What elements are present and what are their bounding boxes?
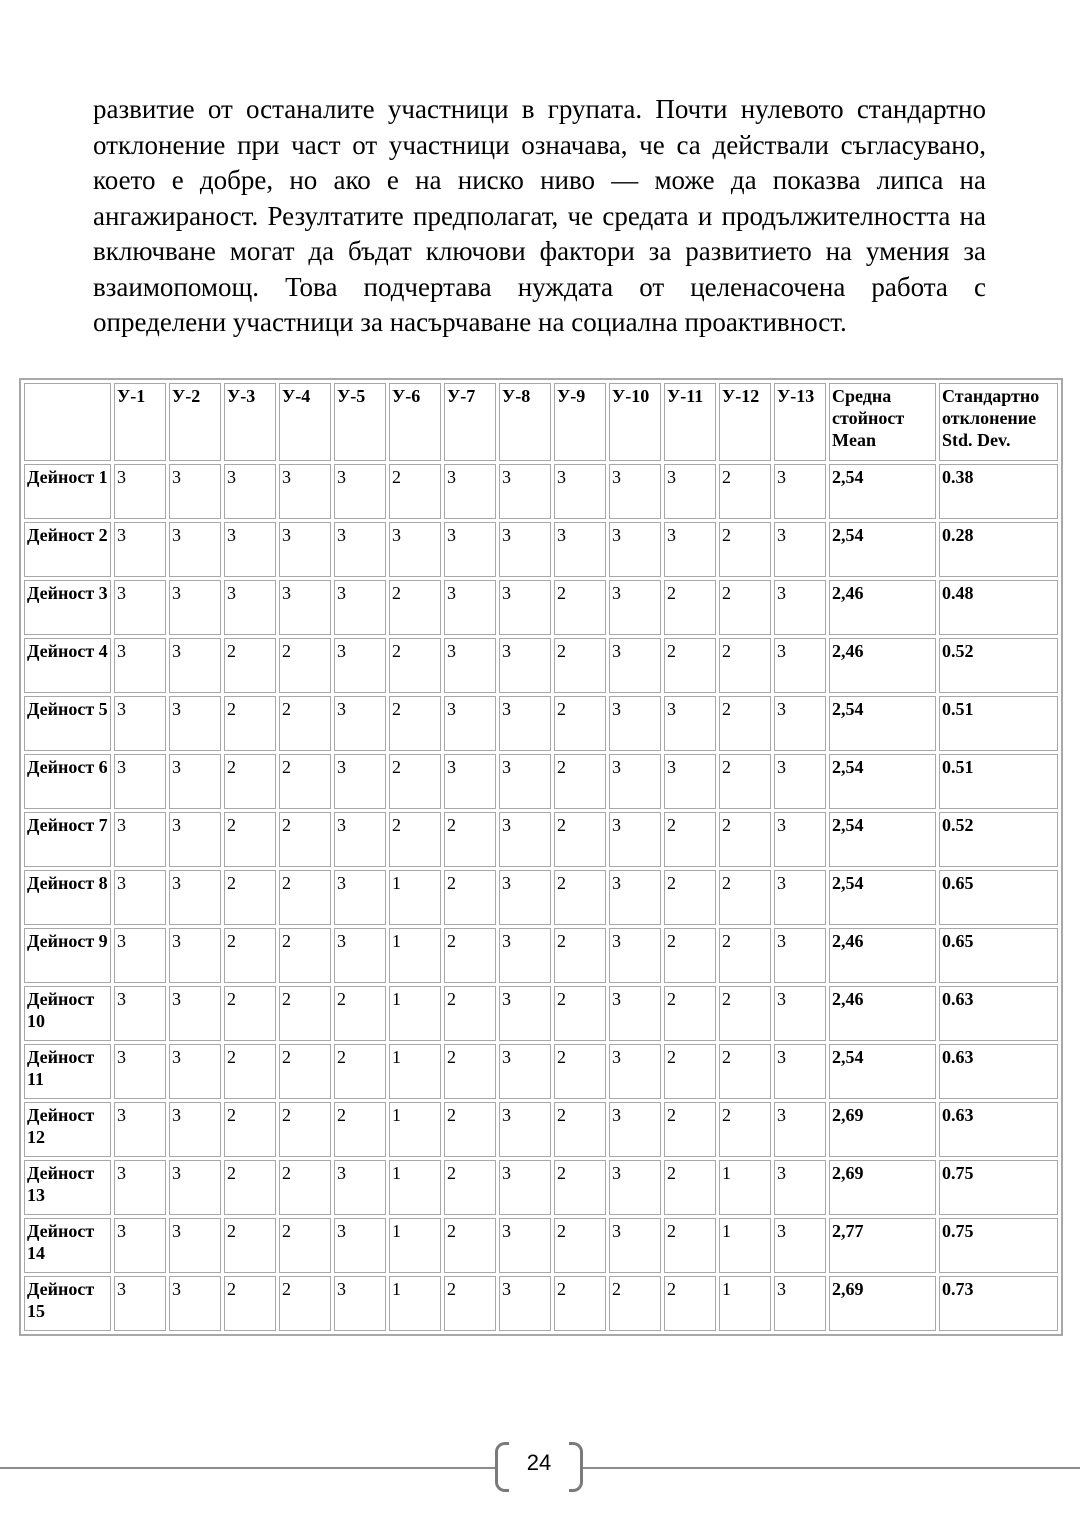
score-cell: 2 [334,1102,386,1157]
score-cell: 3 [114,464,166,519]
score-cell: 2 [224,1044,276,1099]
score-cell: 1 [389,986,441,1041]
table-row [24,638,1058,693]
column-header: У-7 [444,383,496,461]
score-cell: 2 [554,1044,606,1099]
column-header: У-3 [224,383,276,461]
score-cell: 2 [664,580,716,635]
score-cell: 2 [279,1218,331,1273]
score-cell: 3 [334,812,386,867]
footer-rule-right [580,1467,1080,1469]
score-cell: 2 [224,870,276,925]
mean-cell: 2,46 [829,928,936,983]
score-cell: 3 [114,1218,166,1273]
score-cell: 3 [169,986,221,1041]
score-cell: 2 [279,754,331,809]
score-cell: 3 [664,696,716,751]
score-cell: 3 [334,1276,386,1331]
table-row [24,1102,1058,1157]
row-label: Дейност 10 [24,986,111,1041]
mean-cell: 2,46 [829,638,936,693]
score-cell: 3 [114,986,166,1041]
score-cell: 2 [554,1276,606,1331]
score-cell: 2 [389,812,441,867]
score-cell: 2 [279,986,331,1041]
score-cell: 2 [719,870,771,925]
score-cell: 2 [664,1276,716,1331]
score-cell: 2 [554,870,606,925]
score-cell: 2 [719,928,771,983]
score-cell: 2 [389,696,441,751]
score-cell: 3 [609,464,661,519]
row-label: Дейност 11 [24,1044,111,1099]
score-cell: 2 [444,812,496,867]
std-dev-cell: 0.75 [939,1218,1058,1273]
mean-cell: 2,54 [829,754,936,809]
score-cell: 3 [499,1044,551,1099]
score-cell: 3 [169,1276,221,1331]
score-cell: 3 [774,522,826,577]
score-cell: 3 [279,580,331,635]
mean-cell: 2,69 [829,1160,936,1215]
score-cell: 2 [279,1044,331,1099]
score-cell: 3 [609,580,661,635]
score-cell: 2 [554,1218,606,1273]
score-cell: 3 [554,522,606,577]
score-cell: 3 [169,1102,221,1157]
score-cell: 3 [499,1160,551,1215]
score-cell: 2 [444,928,496,983]
score-cell: 2 [279,1160,331,1215]
score-cell: 2 [334,986,386,1041]
score-cell: 3 [499,754,551,809]
score-cell: 3 [774,638,826,693]
score-cell: 3 [444,522,496,577]
score-cell: 3 [114,870,166,925]
row-label: Дейност 14 [24,1218,111,1273]
mean-cell: 2,54 [829,812,936,867]
score-cell: 2 [279,1102,331,1157]
score-cell: 3 [609,522,661,577]
score-cell: 3 [444,638,496,693]
score-cell: 2 [224,638,276,693]
score-cell: 3 [279,464,331,519]
score-cell: 1 [389,1044,441,1099]
score-cell: 2 [224,1160,276,1215]
score-cell: 3 [774,1160,826,1215]
score-cell: 2 [554,1102,606,1157]
score-cell: 2 [224,1218,276,1273]
score-cell: 3 [334,928,386,983]
score-cell: 3 [169,580,221,635]
score-cell: 3 [609,986,661,1041]
score-cell: 3 [609,928,661,983]
mean-cell: 2,54 [829,522,936,577]
score-cell: 2 [664,638,716,693]
std-dev-cell: 0.51 [939,754,1058,809]
table-row [24,1218,1058,1273]
score-cell: 2 [444,1276,496,1331]
std-dev-cell: 0.73 [939,1276,1058,1331]
footer-rule-left [0,1467,497,1469]
std-dev-cell: 0.65 [939,870,1058,925]
activity-scores-table [19,378,1063,1336]
score-cell: 3 [114,754,166,809]
score-cell: 2 [279,870,331,925]
score-cell: 3 [609,1160,661,1215]
score-cell: 3 [114,812,166,867]
std-dev-cell: 0.48 [939,580,1058,635]
score-cell: 3 [499,812,551,867]
score-cell: 2 [719,696,771,751]
score-cell: 2 [279,638,331,693]
score-cell: 3 [169,928,221,983]
score-cell: 1 [389,928,441,983]
score-cell: 3 [609,1218,661,1273]
mean-cell: 2,54 [829,870,936,925]
column-header: Стандартно отклонение Std. Dev. [939,383,1058,461]
score-cell: 1 [719,1276,771,1331]
table-row [24,1276,1058,1331]
score-cell: 2 [664,928,716,983]
row-label: Дейност 3 [24,580,111,635]
score-cell: 2 [224,928,276,983]
score-cell: 2 [279,812,331,867]
mean-cell: 2,69 [829,1102,936,1157]
score-cell: 2 [664,1044,716,1099]
score-cell: 3 [334,464,386,519]
score-cell: 2 [224,986,276,1041]
score-cell: 2 [224,812,276,867]
score-cell: 2 [554,638,606,693]
page-number-bracket-right [569,1442,583,1492]
score-cell: 3 [334,696,386,751]
column-header: У-6 [389,383,441,461]
score-cell: 3 [609,1044,661,1099]
score-cell: 3 [499,928,551,983]
column-header: У-8 [499,383,551,461]
std-dev-cell: 0.63 [939,1102,1058,1157]
score-cell: 3 [444,580,496,635]
score-cell: 3 [499,522,551,577]
score-cell: 3 [114,580,166,635]
score-cell: 3 [774,986,826,1041]
score-cell: 3 [499,464,551,519]
std-dev-cell: 0.28 [939,522,1058,577]
score-cell: 2 [719,1102,771,1157]
score-cell: 2 [554,928,606,983]
score-cell: 3 [224,522,276,577]
column-header: У-9 [554,383,606,461]
score-cell: 3 [114,1044,166,1099]
score-cell: 2 [719,812,771,867]
row-label: Дейност 1 [24,464,111,519]
column-header: У-13 [774,383,826,461]
table-row [24,1044,1058,1099]
score-cell: 3 [334,638,386,693]
score-cell: 2 [719,986,771,1041]
row-label: Дейност 12 [24,1102,111,1157]
table-row [24,870,1058,925]
score-cell: 3 [444,754,496,809]
std-dev-cell: 0.52 [939,812,1058,867]
score-cell: 3 [334,754,386,809]
score-cell: 3 [169,812,221,867]
score-cell: 2 [334,1044,386,1099]
score-cell: 3 [774,1218,826,1273]
score-cell: 3 [169,1044,221,1099]
score-cell: 3 [774,928,826,983]
std-dev-cell: 0.65 [939,928,1058,983]
score-cell: 3 [774,812,826,867]
std-dev-cell: 0.63 [939,986,1058,1041]
score-cell: 3 [224,580,276,635]
score-cell: 1 [389,1218,441,1273]
score-cell: 2 [444,1102,496,1157]
table-row [24,464,1058,519]
score-cell: 3 [499,638,551,693]
score-cell: 2 [444,1044,496,1099]
body-paragraph: развитие от останалите участници в групата. Почти нулевото стандартно отклонение при част от участници означава, че са действали съгласувано, което е добре, но ако е на ниско ниво — може да показва липса на ангажираност. Резултатите предполагат, че средата и продължителността на включване могат да бъдат ключови фактори за развитието на умения за взаимопомощ. Това подчертава нуждата от целенасочена работа с определени участници за насърчаване на социална проактивност. [93,94,986,337]
score-cell: 3 [499,1102,551,1157]
score-cell: 2 [224,754,276,809]
score-cell: 2 [719,1044,771,1099]
score-cell: 3 [169,1218,221,1273]
mean-cell: 2,54 [829,696,936,751]
score-cell: 3 [774,696,826,751]
mean-cell: 2,46 [829,580,936,635]
score-cell: 2 [609,1276,661,1331]
score-cell: 3 [774,580,826,635]
score-cell: 2 [389,580,441,635]
column-header: У-10 [609,383,661,461]
score-cell: 3 [169,638,221,693]
score-cell: 3 [114,696,166,751]
std-dev-cell: 0.51 [939,696,1058,751]
table-row [24,696,1058,751]
score-cell: 2 [719,522,771,577]
score-cell: 2 [279,1276,331,1331]
row-label: Дейност 4 [24,638,111,693]
std-dev-cell: 0.52 [939,638,1058,693]
score-cell: 1 [389,1160,441,1215]
score-cell: 3 [114,522,166,577]
score-cell: 3 [609,696,661,751]
page-number-bracket-left [495,1442,509,1492]
mean-cell: 2,77 [829,1218,936,1273]
score-cell: 2 [279,696,331,751]
score-cell: 3 [554,464,606,519]
table-header-row [24,383,1058,461]
score-cell: 2 [719,754,771,809]
score-cell: 3 [609,754,661,809]
table-row [24,928,1058,983]
score-cell: 3 [774,1044,826,1099]
score-cell: 3 [774,870,826,925]
score-cell: 3 [169,696,221,751]
score-cell: 3 [334,870,386,925]
std-dev-cell: 0.75 [939,1160,1058,1215]
score-cell: 3 [499,696,551,751]
score-cell: 3 [169,522,221,577]
column-header: У-4 [279,383,331,461]
column-header: У-1 [114,383,166,461]
score-cell: 3 [774,464,826,519]
table-row [24,522,1058,577]
score-cell: 3 [774,754,826,809]
score-cell: 2 [664,1218,716,1273]
score-cell: 3 [664,522,716,577]
score-cell: 2 [664,812,716,867]
score-cell: 3 [114,638,166,693]
score-cell: 2 [554,1160,606,1215]
table-row [24,812,1058,867]
row-label: Дейност 5 [24,696,111,751]
score-cell: 3 [609,870,661,925]
score-cell: 3 [114,1160,166,1215]
score-cell: 3 [499,580,551,635]
score-cell: 2 [664,870,716,925]
score-cell: 3 [334,580,386,635]
score-cell: 3 [609,1102,661,1157]
page-number: 24 [526,1450,552,1475]
column-header: Средна стойност Mean [829,383,936,461]
score-cell: 3 [334,522,386,577]
std-dev-cell: 0.38 [939,464,1058,519]
score-cell: 2 [554,986,606,1041]
score-cell: 2 [719,638,771,693]
score-cell: 3 [499,870,551,925]
score-cell: 2 [444,986,496,1041]
score-cell: 2 [444,1160,496,1215]
score-cell: 2 [389,754,441,809]
score-cell: 3 [169,870,221,925]
row-label: Дейност 9 [24,928,111,983]
score-cell: 2 [554,696,606,751]
score-cell: 3 [444,464,496,519]
score-cell: 3 [224,464,276,519]
score-cell: 2 [389,638,441,693]
score-cell: 3 [114,1276,166,1331]
score-cell: 3 [334,1160,386,1215]
column-header: У-12 [719,383,771,461]
score-cell: 3 [609,638,661,693]
mean-cell: 2,69 [829,1276,936,1331]
header-corner [24,383,111,461]
score-cell: 2 [664,986,716,1041]
table-row [24,1160,1058,1215]
score-cell: 3 [664,464,716,519]
column-header: У-2 [169,383,221,461]
table-body [24,464,1058,1331]
score-cell: 2 [554,812,606,867]
score-cell: 3 [609,812,661,867]
score-cell: 2 [444,1218,496,1273]
row-label: Дейност 13 [24,1160,111,1215]
table-row [24,580,1058,635]
score-cell: 2 [444,870,496,925]
score-cell: 3 [774,1102,826,1157]
score-cell: 3 [389,522,441,577]
row-label: Дейност 2 [24,522,111,577]
row-label: Дейност 8 [24,870,111,925]
row-label: Дейност 7 [24,812,111,867]
score-cell: 2 [224,1102,276,1157]
mean-cell: 2,54 [829,464,936,519]
row-label: Дейност 6 [24,754,111,809]
score-cell: 3 [664,754,716,809]
column-header: У-11 [664,383,716,461]
score-cell: 2 [664,1102,716,1157]
mean-cell: 2,54 [829,1044,936,1099]
mean-cell: 2,46 [829,986,936,1041]
score-cell: 3 [499,986,551,1041]
score-cell: 2 [224,696,276,751]
score-cell: 2 [554,580,606,635]
score-cell: 3 [114,1102,166,1157]
score-cell: 3 [114,928,166,983]
std-dev-cell: 0.63 [939,1044,1058,1099]
score-cell: 3 [169,1160,221,1215]
score-cell: 3 [774,1276,826,1331]
table-row [24,754,1058,809]
score-cell: 2 [389,464,441,519]
score-cell: 2 [664,1160,716,1215]
score-cell: 1 [389,1276,441,1331]
score-cell: 1 [719,1218,771,1273]
score-cell: 2 [719,580,771,635]
score-cell: 1 [719,1160,771,1215]
column-header: У-5 [334,383,386,461]
score-cell: 2 [719,464,771,519]
score-cell: 3 [444,696,496,751]
score-cell: 2 [279,928,331,983]
score-cell: 3 [334,1218,386,1273]
score-cell: 2 [224,1276,276,1331]
score-cell: 2 [554,754,606,809]
score-cell: 1 [389,1102,441,1157]
score-cell: 3 [499,1218,551,1273]
table-row [24,986,1058,1041]
score-cell: 3 [169,754,221,809]
score-cell: 1 [389,870,441,925]
row-label: Дейност 15 [24,1276,111,1331]
score-cell: 3 [499,1276,551,1331]
score-cell: 3 [169,464,221,519]
score-cell: 3 [279,522,331,577]
